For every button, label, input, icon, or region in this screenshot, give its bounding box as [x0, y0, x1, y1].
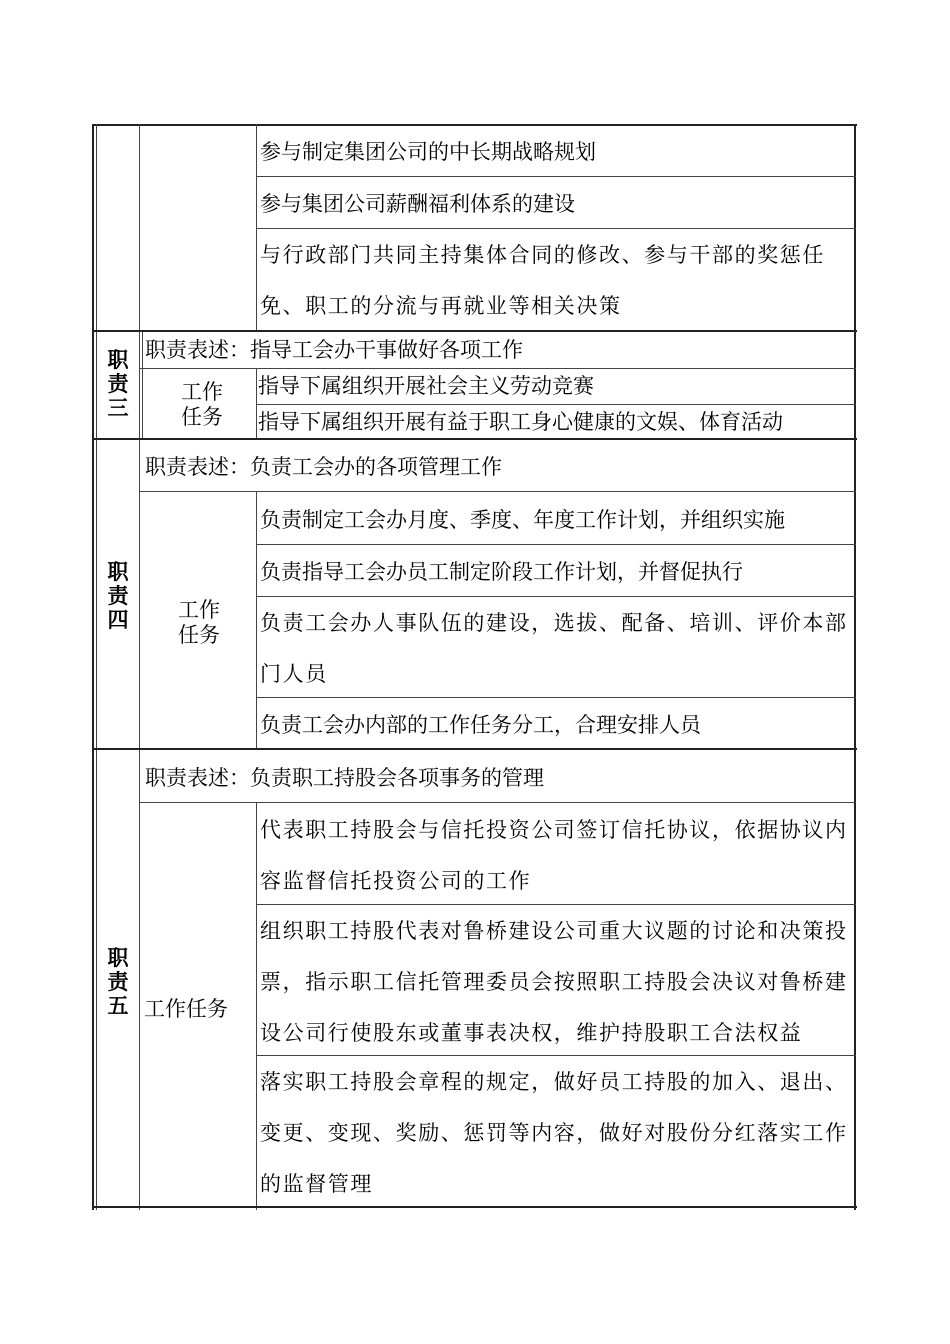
task-item: 参与制定集团公司的中长期战略规划 [260, 140, 596, 164]
description-text: 负责工会办的各项管理工作 [250, 455, 502, 479]
task-item: 指导下属组织开展有益于职工身心健康的文娱、体育活动 [258, 410, 783, 434]
description-prefix: 职责表述： [145, 455, 250, 479]
description-prefix: 职责表述： [145, 338, 250, 362]
task-item: 负责制定工会办月度、季度、年度工作计划，并组织实施 [260, 508, 785, 532]
description-text: 指导工会办干事做好各项工作 [250, 338, 523, 362]
task-item: 组织职工持股代表对鲁桥建设公司重大议题的讨论和决策投票，指示职工信托管理委员会按照职工持股会决议对鲁桥建设公司行使股东或董事表决权，维护持股职工合法权益 [260, 919, 848, 1045]
task-item: 指导下属组织开展社会主义劳动竞赛 [258, 374, 594, 398]
duty-3-description [145, 337, 523, 363]
task-item: 负责工会办内部的工作任务分工，合理安排人员 [260, 713, 701, 737]
duty-5-label: 职 责 五 [107, 945, 129, 1018]
duty-5-description [145, 765, 544, 791]
duty-5-block [92, 750, 857, 1210]
task-item: 落实职工持股会章程的规定，做好员工持股的加入、退出、变更、变现、奖励、惩罚等内容，做好对股份分红落实工作的监督管理 [260, 1070, 848, 1196]
duty-4-block [92, 440, 857, 750]
duty-5-task-label: 工作任务 [144, 997, 228, 1021]
task-item: 参与集团公司薪酬福利体系的建设 [260, 192, 575, 216]
duty-4-description [145, 454, 502, 480]
duty-3-task-label: 工作 任务 [181, 380, 223, 429]
task-item: 负责指导工会办员工制定阶段工作计划，并督促执行 [260, 560, 743, 584]
duty-4-task-label: 工作 任务 [178, 598, 220, 647]
task-item: 与行政部门共同主持集体合同的修改、参与干部的奖惩任免、职工的分流与再就业等相关决策 [260, 243, 825, 318]
task-item: 负责工会办人事队伍的建设，选拔、配备、培训、评价本部门人员 [260, 611, 848, 686]
duty-4-label: 职 责 四 [107, 559, 129, 632]
task-item: 代表职工持股会与信托投资公司签订信托协议，依据协议内容监督信托投资公司的工作 [260, 818, 848, 893]
section-continued [92, 124, 857, 332]
description-prefix: 职责表述： [145, 766, 250, 790]
description-text: 负责职工持股会各项事务的管理 [250, 766, 544, 790]
duty-3-label: 职 责 三 [107, 347, 129, 420]
duty-3-block [92, 332, 857, 440]
